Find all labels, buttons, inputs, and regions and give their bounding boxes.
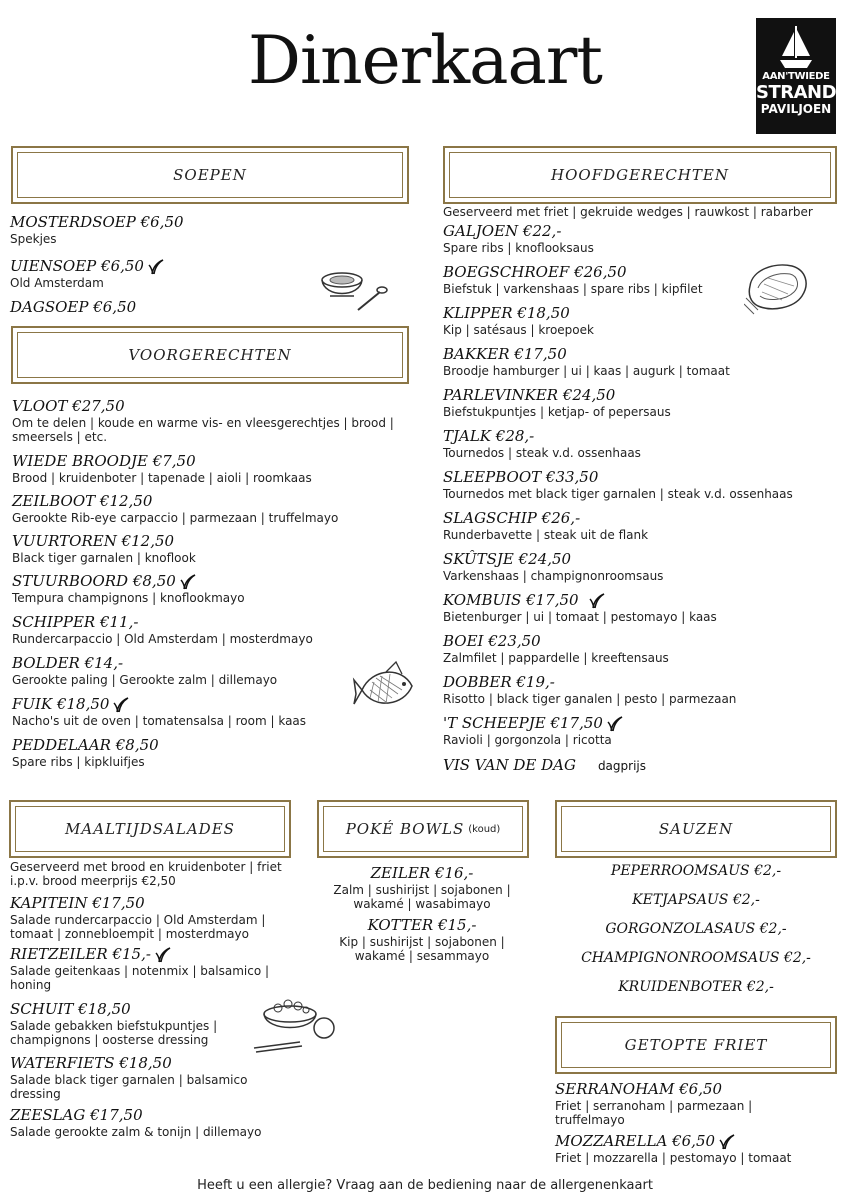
maaltijdsalades-note: Geserveerd met brood en kruidenboter | friet i.p.v. brood meerprijs €2,50: [10, 860, 282, 888]
section-getopte-friet-title: [561, 1022, 831, 1068]
friet-item: [555, 1080, 785, 1127]
item-desc: Om te delen | koude en warme vis- en vleesgerechtjes | brood | smeersels | etc.: [12, 416, 394, 444]
item-name: MOZZARELLA €6,50: [555, 1132, 716, 1150]
item-name: BOEI €23,50: [443, 632, 541, 650]
voorgerecht-item: [12, 452, 312, 485]
item-desc: Runderbavette | steak uit de flank: [443, 528, 649, 542]
item-desc: Risotto | black tiger ganalen | pesto | parmezaan: [443, 692, 737, 706]
poke-item: [322, 864, 522, 911]
section-maaltijdsalades: [9, 800, 291, 858]
friet-item: [555, 1132, 840, 1165]
voorgerecht-item: [12, 695, 306, 728]
poke-item: [322, 916, 522, 963]
salade-item: [10, 1000, 255, 1047]
sailboat-icon: [776, 24, 816, 70]
item-desc: Salade gerookte zalm & tonijn | dillemayo: [10, 1125, 262, 1139]
item-name: PEDDELAAR €8,50: [12, 736, 159, 754]
item-name: UIENSOEP €6,50: [10, 257, 144, 275]
hoofdgerecht-item: [443, 263, 703, 296]
hoofdgerecht-item: [443, 222, 594, 255]
item-desc: Nacho's uit de oven | tomatensalsa | room | kaas: [12, 714, 307, 728]
item-name: RIETZEILER €15,-: [10, 945, 151, 963]
sauzen-title: SAUZEN: [658, 820, 734, 838]
section-sauzen-title: [561, 806, 831, 852]
item-name: DOBBER €19,-: [443, 673, 555, 691]
getopte-friet-title: GETOPTE FRIET: [624, 1036, 768, 1054]
item-name: ZEILBOOT €12,50: [12, 492, 153, 510]
salade-item: [10, 894, 295, 941]
logo-line-1: AAN'TWIEDE: [762, 71, 830, 82]
item-name: ZEESLAG €17,50: [10, 1106, 143, 1124]
item-name: KOMBUIS €17,50: [443, 591, 579, 609]
soep-item: [10, 298, 136, 317]
item-desc: Friet | mozzarella | pestomayo | tomaat: [555, 1151, 792, 1165]
hoofdgerecht-item: [443, 468, 793, 501]
item-name: 'T SCHEEPJE €17,50: [443, 714, 603, 732]
item-desc: Tempura champignons | knoflookmayo: [12, 591, 245, 605]
poke-note: (koud): [468, 823, 501, 835]
item-name: WATERFIETS €18,50: [10, 1054, 172, 1072]
item-name: SKÛTSJE €24,50: [443, 550, 572, 568]
steak-icon: [744, 258, 812, 316]
hoofdgerecht-item: [443, 386, 671, 419]
leaf-icon: [113, 697, 129, 713]
item-name: SERRANOHAM €6,50: [555, 1080, 723, 1098]
item-name: VLOOT €27,50: [12, 397, 125, 415]
sauce-item: KRUIDENBOTER €2,-: [618, 979, 774, 995]
voorgerecht-item: [12, 492, 338, 525]
item-desc: Rundercarpaccio | Old Amsterdam | mosterdmayo: [12, 632, 313, 646]
item-desc: Ravioli | gorgonzola | ricotta: [443, 733, 612, 747]
item-desc: Varkenshaas | champignonroomsaus: [443, 569, 664, 583]
sauce-item: PEPERROOMSAUS €2,-: [610, 863, 782, 879]
item-name: VUURTOREN €12,50: [12, 532, 175, 550]
item-desc: Brood | kruidenboter | tapenade | aioli | roomkaas: [12, 471, 312, 485]
item-desc: Salade black tiger garnalen | balsamico dressing: [10, 1073, 248, 1101]
item-desc: Gerookte Rib-eye carpaccio | parmezaan | truffelmayo: [12, 511, 339, 525]
item-desc: Black tiger garnalen | knoflook: [12, 551, 196, 565]
vis-van-de-dag: [443, 756, 646, 776]
section-voorgerechten-title: VOORGERECHTEN: [17, 332, 403, 378]
section-voorgerechten: [11, 326, 409, 384]
hoofdgerecht-item: [443, 345, 730, 378]
item-desc: Zalmfilet | pappardelle | kreeftensaus: [443, 651, 669, 665]
item-name: STUURBOORD €8,50: [12, 572, 176, 590]
item-desc: Salade geitenkaas | notenmix | balsamico | honing: [10, 964, 270, 992]
soup-bowl-icon: [318, 262, 388, 322]
soep-item: [10, 213, 184, 246]
item-desc: Gerookte paling | Gerookte zalm | dillemayo: [12, 673, 278, 687]
salade-item: [10, 1106, 295, 1139]
voorgerecht-item: [12, 532, 196, 565]
section-poke-bowls-title: [323, 806, 523, 852]
item-desc: Old Amsterdam: [10, 276, 104, 290]
section-getopte-friet: [555, 1016, 837, 1074]
item-name: ZEILER €16,-: [370, 864, 474, 882]
leaf-icon: [607, 716, 623, 732]
hoofdgerecht-item: [443, 673, 736, 706]
leaf-icon: [148, 259, 164, 275]
item-name: KOTTER €15,-: [367, 916, 477, 934]
salad-bowl-icon: [252, 996, 342, 1058]
voorgerecht-item: [12, 736, 159, 769]
sauce-item: CHAMPIGNONROOMSAUS €2,-: [581, 950, 811, 966]
item-name: VIS VAN DE DAG: [443, 756, 576, 774]
voorgerecht-item: [12, 613, 313, 646]
leaf-icon: [719, 1134, 735, 1150]
item-name: MOSTERDSOEP €6,50: [10, 213, 184, 231]
section-maaltijdsalades-title: MAALTIJDSALADES: [15, 806, 285, 852]
item-desc: Spekjes: [10, 232, 57, 246]
soep-item: [10, 257, 164, 290]
voorgerecht-item: [12, 397, 420, 444]
item-name: TJALK €28,-: [443, 427, 535, 445]
item-name: BOLDER €14,-: [12, 654, 124, 672]
hoofdgerecht-item: [443, 550, 663, 583]
item-desc: Tournedos met black tiger garnalen | steak v.d. ossenhaas: [443, 487, 793, 501]
section-hoofdgerechten-title: HOOFDGERECHTEN: [449, 152, 831, 198]
voorgerecht-item: [12, 572, 245, 605]
item-name: GALJOEN €22,-: [443, 222, 562, 240]
item-desc: Kip | sushirijst | sojabonen | wakamé | sesammayo: [339, 935, 505, 963]
item-name: WIEDE BROODJE €7,50: [12, 452, 196, 470]
item-desc: Kip | satésaus | kroepoek: [443, 323, 594, 337]
item-name: PARLEVINKER €24,50: [443, 386, 616, 404]
item-name: SCHUIT €18,50: [10, 1000, 131, 1018]
section-soepen: [11, 146, 409, 204]
item-desc: Zalm | sushirijst | sojabonen | wakamé | wasabimayo: [333, 883, 511, 911]
hoofdgerecht-item: [443, 304, 594, 337]
item-desc: Spare ribs | kipkluifjes: [12, 755, 145, 769]
item-desc: Spare ribs | knoflooksaus: [443, 241, 594, 255]
allergy-note: Heeft u een allergie? Vraag aan de bediening naar de allergenenkaart: [197, 1178, 653, 1193]
hoofdgerecht-item: [443, 427, 641, 460]
hoofdgerecht-item: [443, 509, 648, 542]
voorgerecht-item: [12, 654, 277, 687]
sauce-item: KETJAPSAUS €2,-: [632, 892, 760, 908]
fish-icon: [352, 660, 424, 720]
item-name: SCHIPPER €11,-: [12, 613, 139, 631]
item-name: KAPITEIN €17,50: [10, 894, 145, 912]
hoofdgerecht-item: [443, 591, 717, 624]
item-name: SLAGSCHIP €26,-: [443, 509, 581, 527]
hoofdgerecht-item: [443, 714, 623, 747]
hoofdgerecht-item: [443, 632, 669, 665]
item-desc: Bietenburger | ui | tomaat | pestomayo | kaas: [443, 610, 717, 624]
item-desc: Tournedos | steak v.d. ossenhaas: [443, 446, 641, 460]
item-desc: Salade gebakken biefstukpuntjes | champignons | oosterse dressing: [10, 1019, 218, 1047]
item-name: KLIPPER €18,50: [443, 304, 570, 322]
hoofdgerechten-note: Geserveerd met friet | gekruide wedges | rauwkost | rabarber: [443, 205, 813, 219]
item-name: BAKKER €17,50: [443, 345, 567, 363]
logo: [756, 18, 836, 134]
item-desc: Friet | serranoham | parmezaan | truffelmayo: [555, 1099, 753, 1127]
salade-item: [10, 1054, 270, 1101]
poke-title: POKÉ BOWLS: [345, 820, 465, 838]
item-desc: Biefstuk | varkenshaas | spare ribs | kipfilet: [443, 282, 703, 296]
item-desc: Biefstukpuntjes | ketjap- of pepersaus: [443, 405, 671, 419]
page-title: Dinerkaart: [248, 22, 602, 99]
logo-line-3: PAVILJOEN: [760, 102, 832, 116]
leaf-icon: [589, 593, 605, 609]
leaf-icon: [180, 574, 196, 590]
item-desc: Broodje hamburger | ui | kaas | augurk | tomaat: [443, 364, 730, 378]
leaf-icon: [155, 947, 171, 963]
item-name: SLEEPBOOT €33,50: [443, 468, 599, 486]
logo-line-2: STRAND: [756, 82, 836, 103]
salade-item: [10, 945, 295, 992]
item-price: dagprijs: [597, 759, 646, 773]
section-poke-bowls: [317, 800, 529, 858]
section-hoofdgerechten: [443, 146, 837, 204]
item-name: DAGSOEP €6,50: [10, 298, 137, 316]
sauce-item: GORGONZOLASAUS €2,-: [605, 921, 787, 937]
section-sauzen: [555, 800, 837, 858]
item-name: BOEGSCHROEF €26,50: [443, 263, 627, 281]
item-name: FUIK €18,50: [12, 695, 110, 713]
item-desc: Salade rundercarpaccio | Old Amsterdam | tomaat | zonnebloempit | mosterdmayo: [10, 913, 266, 941]
section-soepen-title: SOEPEN: [17, 152, 403, 198]
